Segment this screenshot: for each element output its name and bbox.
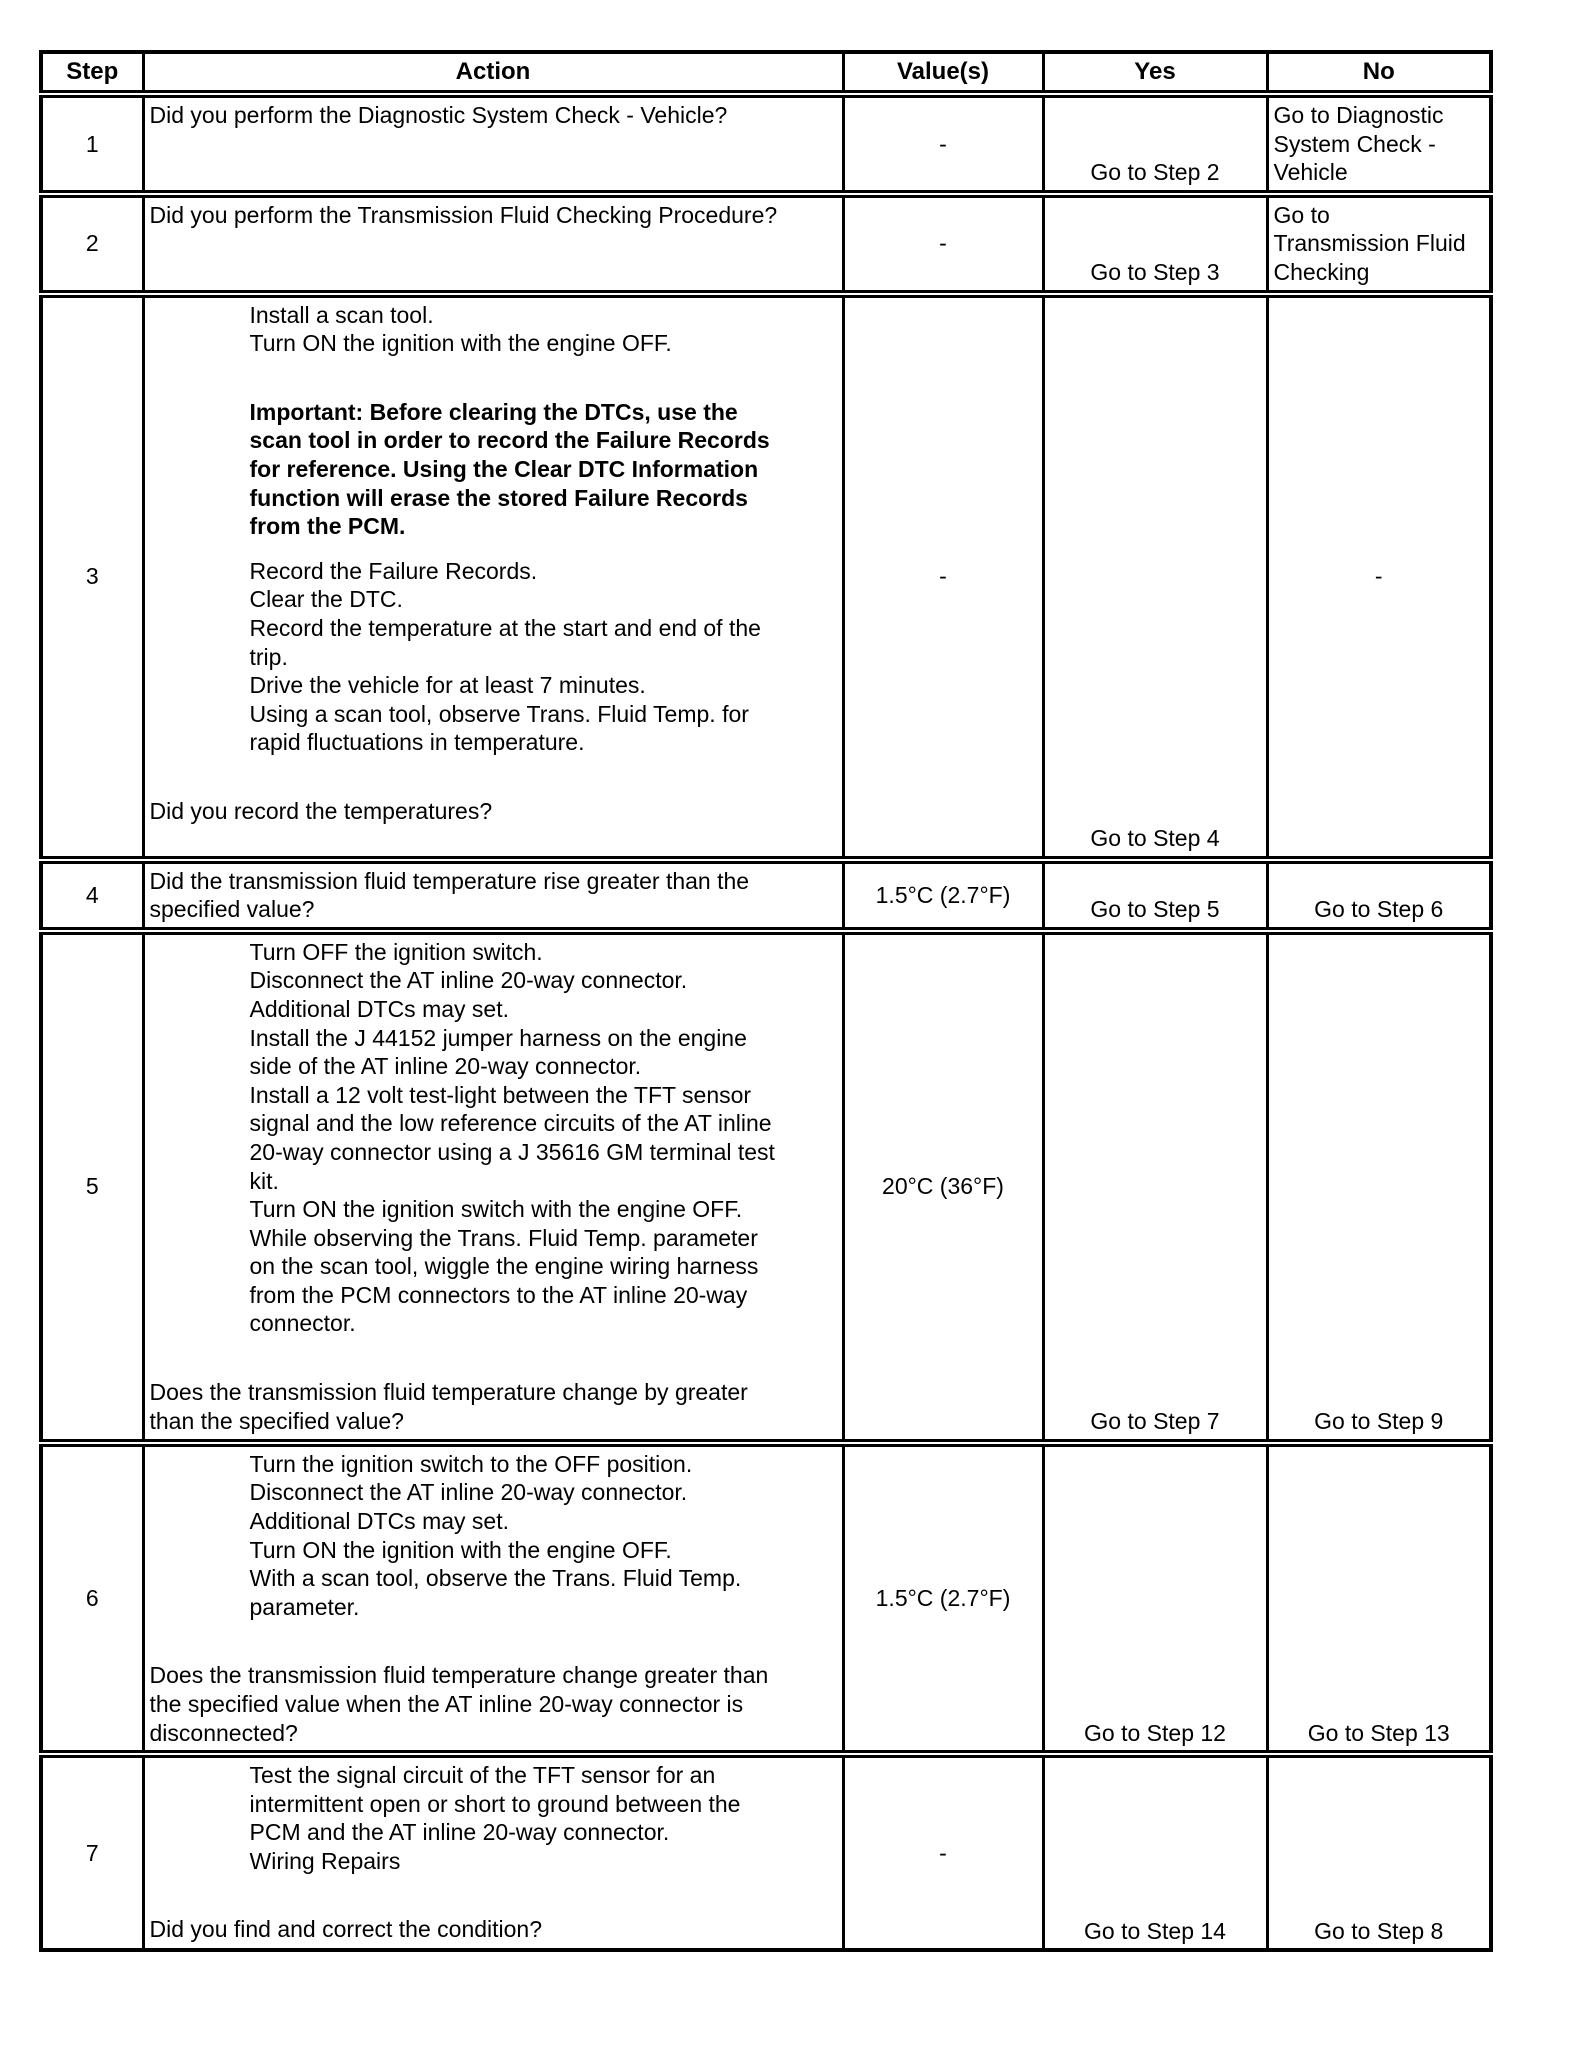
action-step: Turn ON the ignition with the engine OFF. [249,1536,672,1563]
table-row [41,194,1491,294]
yes-cell: Go to Step 2 [1043,94,1267,194]
action-step: With a scan tool, observe the Trans. Fluid Temp. [249,1565,742,1592]
value-cell: 1.5°C (2.7°F) [843,860,1043,931]
important-note [250,398,837,541]
action-cell [143,94,843,194]
no-line: Go to Diagnostic [1273,102,1444,128]
no-line: Checking [1273,258,1370,285]
no-cell: Go to Step 6 [1267,860,1491,931]
action-cell [143,1754,843,1950]
action-step: Additional DTCs may set. [249,1507,509,1534]
action-cell [143,1443,843,1754]
action-step: 20-way connector using a J 35616 GM terminal test [249,1138,775,1165]
action-steps [150,1450,837,1622]
action-step: on the scan tool, wiggle the engine wiring harness [249,1253,759,1280]
action-question: than the specified value? [149,1407,404,1434]
action-step: Install the J 44152 jumper harness on the engine [249,1024,747,1051]
yes-cell: Go to Step 5 [1043,860,1267,931]
step-number: 2 [41,194,143,294]
value-cell: - [843,1754,1043,1950]
action-step: from the PCM connectors to the AT inline 20-way [249,1281,748,1308]
action-step: Disconnect the AT inline 20-way connector. [249,1479,688,1506]
no-cell: Go to Step 9 [1267,931,1491,1443]
no-line: Go to [1273,201,1330,228]
action-step: kit. [249,1167,279,1194]
action-step: Using a scan tool, observe Trans. Fluid Temp. for [249,700,749,727]
action-step: While observing the Trans. Fluid Temp. parameter [249,1224,758,1251]
step-number: 3 [41,294,143,860]
table-row [41,931,1491,1443]
action-step: connector. [249,1310,356,1337]
step-number: 1 [41,94,143,194]
action-cell [143,194,843,294]
important-line: Important: Before clearing the DTCs, use the [249,398,738,425]
action-question: disconnected? [149,1719,298,1746]
step-number: 7 [41,1754,143,1950]
action-step: Test the signal circuit of the TFT sensor for an [249,1762,716,1789]
action-step: Turn OFF the ignition switch. [249,938,543,965]
action-question: the specified value when the AT inline 20-way connector is [149,1690,744,1717]
action-step: Additional DTCs may set. [249,995,509,1022]
important-line: for reference. Using the Clear DTC Information [249,455,759,482]
action-step: parameter. [249,1593,360,1620]
action-question: Does the transmission fluid temperature change by greater [149,1379,748,1406]
no-line: Transmission Fluid [1273,230,1466,257]
no-cell: - [1267,294,1491,860]
important-line: scan tool in order to record the Failure Records [249,427,770,454]
action-step: Disconnect the AT inline 20-way connector. [249,967,688,994]
action-step: PCM and the AT inline 20-way connector. [249,1819,670,1846]
action-question: Does the transmission fluid temperature change greater than [149,1662,769,1689]
action-steps [150,1761,837,1875]
header-yes: Yes [1043,52,1267,94]
action-question: Did you find and correct the condition? [149,1916,543,1943]
value-cell: - [843,94,1043,194]
step-number: 5 [41,931,143,1443]
header-no: No [1267,52,1491,94]
important-line: from the PCM. [249,513,406,540]
no-cell [1267,194,1491,294]
header-action: Action [143,52,843,94]
action-step: Clear the DTC. [249,586,403,613]
step-number: 4 [41,860,143,931]
yes-cell: Go to Step 14 [1043,1754,1267,1950]
action-question: Did the transmission fluid temperature rise greater than the [149,867,750,894]
yes-cell: Go to Step 3 [1043,194,1267,294]
no-line: System Check - [1273,130,1436,157]
yes-cell: Go to Step 12 [1043,1443,1267,1754]
table-row [41,94,1491,194]
action-question: Did you perform the Transmission Fluid Checking Procedure? [149,201,778,228]
no-line: Vehicle [1273,159,1348,186]
yes-cell: Go to Step 4 [1043,294,1267,860]
action-cell [143,294,843,860]
value-cell: 1.5°C (2.7°F) [843,1443,1043,1754]
diagnostic-table [39,50,1493,1952]
action-step: Turn ON the ignition switch with the engine OFF. [249,1196,743,1223]
table-row [41,294,1491,860]
table-row [41,1754,1491,1950]
header-values: Value(s) [843,52,1043,94]
no-cell: Go to Step 13 [1267,1443,1491,1754]
action-step: side of the AT inline 20-way connector. [249,1053,642,1080]
value-cell: - [843,294,1043,860]
action-cell [143,860,843,931]
action-step: Install a scan tool. [249,301,434,328]
yes-cell: Go to Step 7 [1043,931,1267,1443]
header-step: Step [41,52,143,94]
action-question: Did you record the temperatures? [149,797,493,824]
action-step: signal and the low reference circuits of the AT inline [249,1110,772,1137]
action-step: trip. [249,643,288,670]
no-cell [1267,94,1491,194]
value-cell: - [843,194,1043,294]
important-line: function will erase the stored Failure Records [249,484,748,511]
action-cell [143,931,843,1443]
action-step: Turn ON the ignition with the engine OFF. [249,330,672,357]
table-row [41,860,1491,931]
no-cell: Go to Step 8 [1267,1754,1491,1950]
action-step: intermittent open or short to ground between the [249,1790,741,1817]
action-steps [150,301,837,757]
action-question: specified value? [149,896,315,923]
header-row [41,52,1491,94]
action-steps [150,938,837,1338]
action-step: rapid fluctuations in temperature. [249,729,585,756]
action-question: Did you perform the Diagnostic System Check - Vehicle? [149,102,728,128]
action-step: Record the Failure Records. [249,557,538,584]
table-row [41,1443,1491,1754]
action-step: Install a 12 volt test-light between the TFT sensor [249,1081,752,1108]
action-step: Record the temperature at the start and end of the [249,614,761,641]
action-step: Turn the ignition switch to the OFF position. [249,1450,693,1477]
step-number: 6 [41,1443,143,1754]
value-cell: 20°C (36°F) [843,931,1043,1443]
action-step: Drive the vehicle for at least 7 minutes. [249,672,646,699]
action-step: Wiring Repairs [249,1847,401,1874]
